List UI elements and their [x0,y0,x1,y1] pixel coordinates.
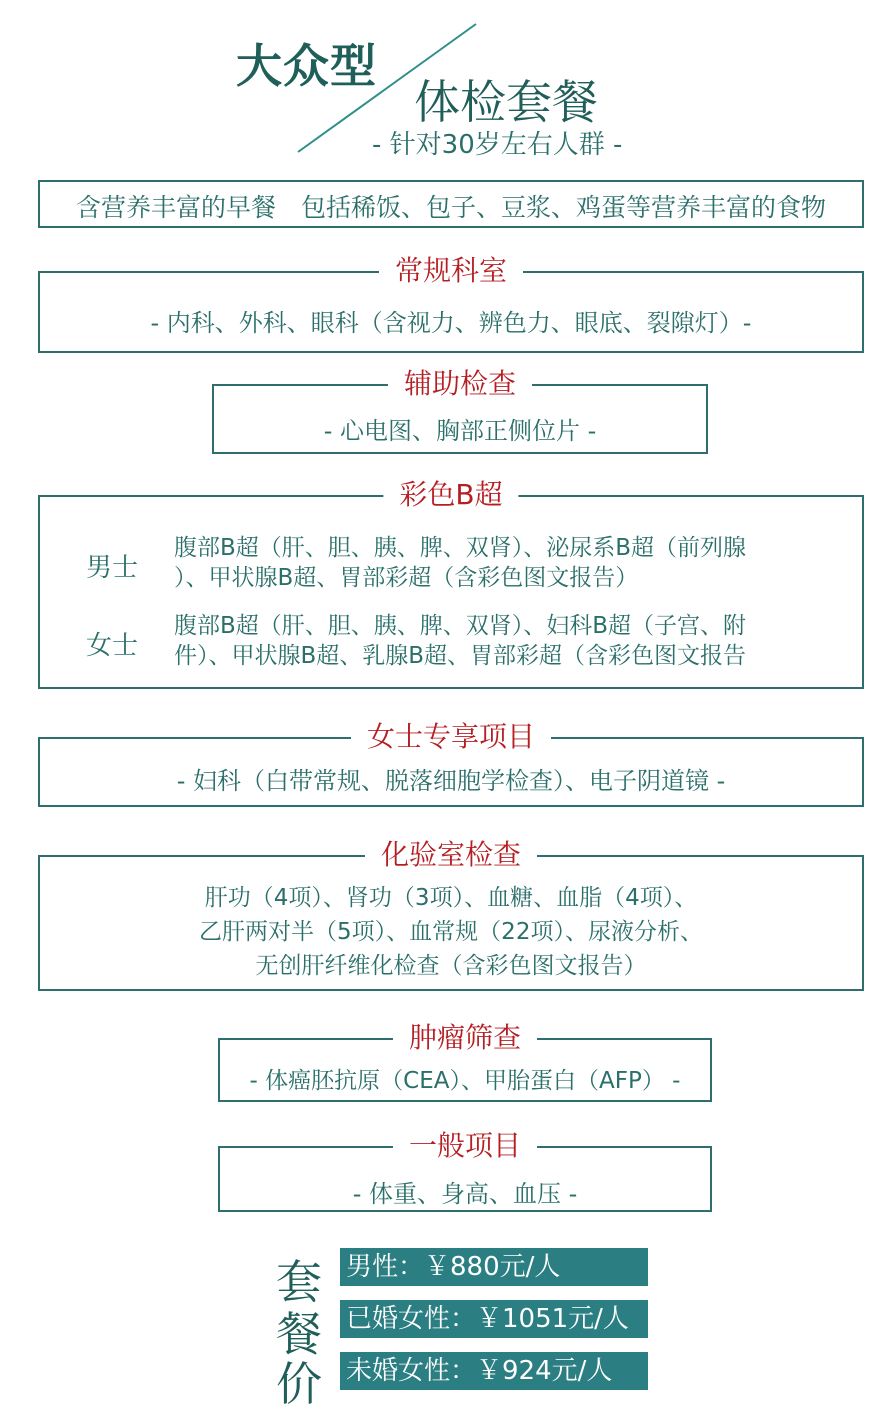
tumor-text: - 体癌胚抗原（CEA）、甲胎蛋白（AFP） - [249,1068,681,1094]
price-label-char-1: 套 [276,1255,322,1309]
lab-line-3: 无创肝纤维化检查（含彩色图文报告） [255,953,647,979]
price-unmarried-female: 未婚女性：￥924元/人 [340,1352,648,1390]
auxiliary-text: - 心电图、胸部正侧位片 - [323,417,597,445]
male-desc-line-2: ）、甲状腺B超、胃部彩超（含彩色图文报告） [174,565,639,591]
male-desc-line-1: 腹部B超（肝、胆、胰、脾、双肾）、泌尿系B超（前列腺 [174,535,747,561]
lab-title: 化验室检查 [365,837,537,873]
price-label-char-2: 餐 [276,1307,322,1361]
lab-exam-box [38,838,864,991]
title-part-1: 大众型 [236,39,377,93]
routine-text: - 内科、外科、眼科（含视力、辨色力、眼底、裂隙灯）- [150,309,752,337]
lab-line-2: 乙肝两对半（5项）、血常规（22项）、尿液分析、 [199,919,703,945]
breakfast-box [38,180,864,228]
general-items-box [218,1129,712,1212]
routine-title: 常规科室 [379,253,523,289]
female-exclusive-text: - 妇科（白带常规、脱落细胞学检查）、电子阴道镜 - [176,767,726,795]
breakfast-text: 含营养丰富的早餐 包括稀饭、包子、豆浆、鸡蛋等营养丰富的食物 [75,193,826,222]
general-title: 一般项目 [393,1128,537,1164]
auxiliary-title: 辅助检查 [388,366,532,402]
female-exclusive-title: 女士专享项目 [351,719,551,755]
tumor-screening-box [218,1021,712,1102]
price-male: 男性：￥880元/人 [340,1248,648,1286]
female-exclusive-box [38,720,864,807]
female-desc-line-2: 件）、甲状腺B超、乳腺B超、胃部彩超（含彩色图文报告 [174,643,747,669]
auxiliary-exam-box [212,367,708,454]
female-label: 女士 [86,631,139,661]
subtitle: - 针对30岁左右人群 - [372,130,623,160]
price-married-female: 已婚女性：￥1051元/人 [340,1300,648,1338]
male-label: 男士 [86,553,139,583]
color-ultrasound-title: 彩色B超 [383,477,518,513]
general-text: - 体重、身高、血压 - [352,1180,578,1208]
color-ultrasound-box [38,478,864,689]
price-label-char-3: 价 [276,1357,322,1411]
title-part-2: 体检套餐 [414,75,598,129]
tumor-title: 肿瘤筛查 [393,1020,537,1056]
lab-line-1: 肝功（4项）、肾功（3项）、血糖、血脂（4项）、 [204,885,698,911]
female-desc-line-1: 腹部B超（肝、胆、胰、脾、双肾）、妇科B超（子宫、附 [174,613,747,639]
routine-departments-box [38,254,864,353]
